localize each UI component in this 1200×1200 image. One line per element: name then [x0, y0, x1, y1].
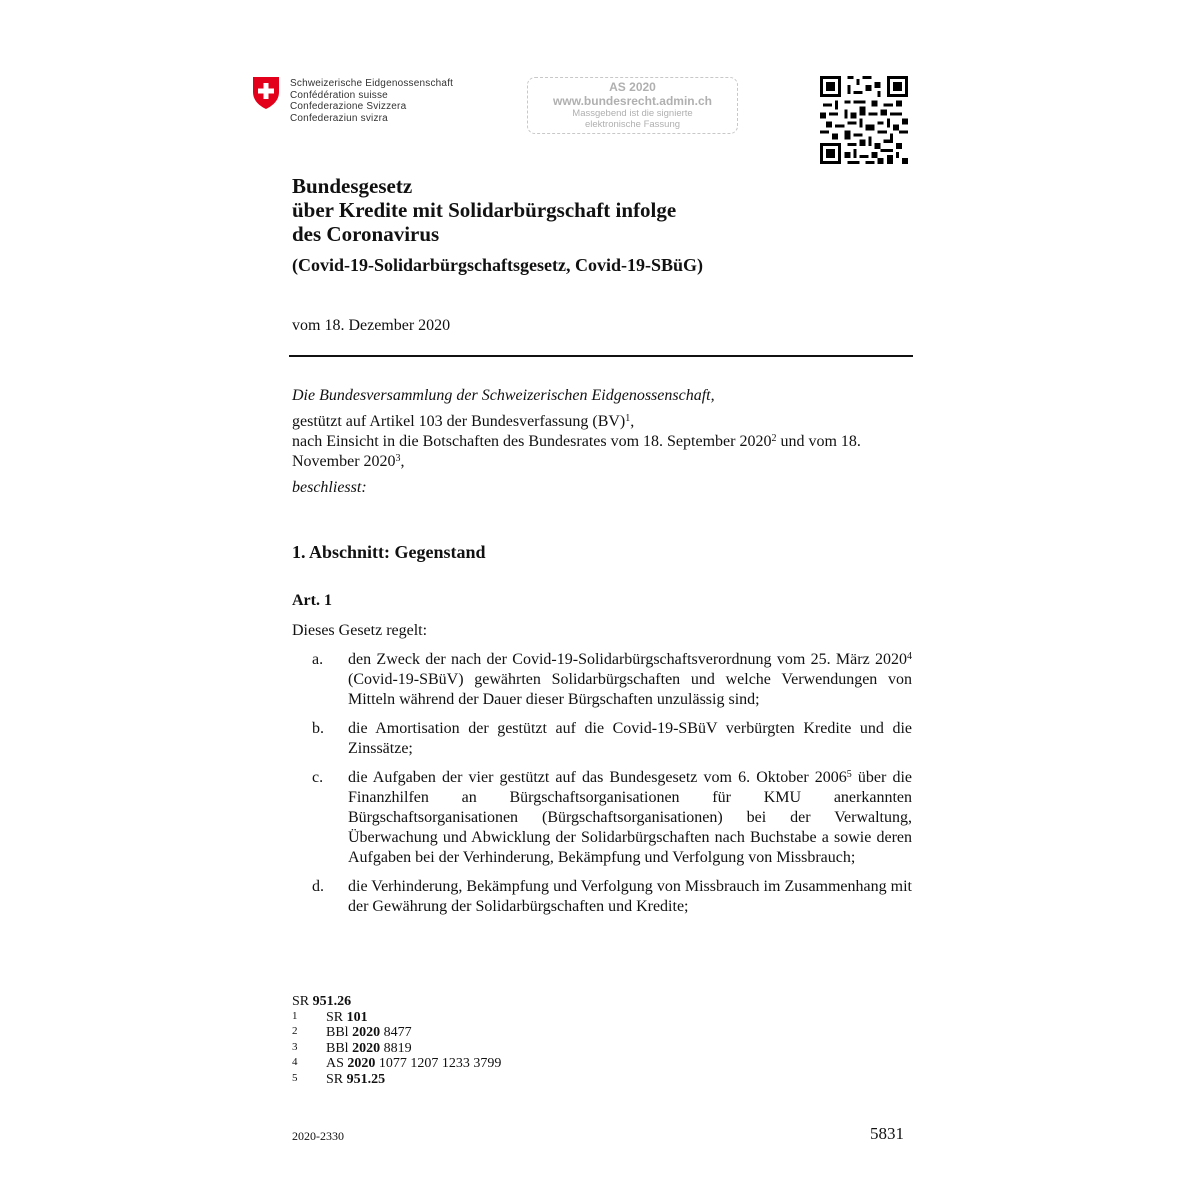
sr-value: 951.26 — [312, 994, 352, 1009]
footnote-rest: 1077 1207 1233 3799 — [375, 1056, 502, 1071]
item-label: d. — [312, 878, 324, 895]
title-divider — [289, 355, 913, 357]
footnote-bold: 951.25 — [346, 1071, 386, 1087]
law-title — [292, 174, 676, 246]
preamble-insight-text: nach Einsicht in die Botschaften des Bundesrates vom 18. September 2020 — [292, 433, 772, 450]
footnote-bold: 2020 — [347, 1056, 376, 1071]
preamble-decides: beschliesst: — [292, 479, 367, 496]
footnote-prefix: BBl — [326, 1025, 353, 1040]
title-line: des Coronavirus — [292, 222, 440, 246]
preamble-basis-text: gestützt auf Artikel 103 der Bundesverfassung (BV) — [292, 413, 626, 430]
preamble-assembly: Die Bundesversammlung der Schweizerischen Eidgenossenschaft, — [292, 387, 715, 404]
item-text — [348, 719, 912, 759]
footnote-text — [326, 1056, 501, 1072]
item-text-part: die Amortisation der gestützt auf die Covid-19-SBüV verbürgten Kredite und die Zinssätze; — [348, 720, 912, 757]
item-text-part: (Covid-19-SBüV) gewährten Solidarbürgschaften und welche Verwendungen von Mitteln während der Dauer dieser Bürgschaften unzulässig sind; — [348, 671, 912, 708]
footnote-number: 1 — [292, 1009, 298, 1022]
footnote-number: 5 — [292, 1071, 298, 1084]
footnote-text — [326, 1041, 412, 1057]
section-heading: 1. Abschnitt: Gegenstand — [292, 542, 486, 562]
footnote-text — [326, 1010, 368, 1026]
sr-prefix: SR — [292, 994, 313, 1009]
footnote — [292, 1025, 501, 1041]
footnote-ref: 1 — [625, 413, 631, 424]
punct: , — [400, 453, 405, 470]
preamble — [292, 386, 912, 498]
footnote — [292, 1010, 501, 1026]
footnote-number: 3 — [292, 1040, 298, 1053]
list-item — [292, 768, 912, 868]
title-line: über Kredite mit Solidarbürgschaft infolge — [292, 198, 677, 222]
qr-code-icon — [820, 76, 908, 164]
footnote-prefix: SR — [326, 1009, 347, 1025]
footnote-rest: 8819 — [380, 1040, 412, 1056]
item-label: b. — [312, 720, 324, 737]
footnote-ref: 2 — [771, 433, 777, 444]
item-text — [348, 877, 912, 917]
footnote — [292, 1056, 501, 1072]
confederation-line: Confederaziun svizra — [290, 112, 388, 124]
item-text — [348, 650, 912, 710]
sr-number — [292, 994, 501, 1010]
article-heading: Art. 1 — [292, 592, 332, 609]
stamp-collection: AS 2020 — [609, 80, 656, 94]
footnote-prefix: SR — [326, 1071, 347, 1087]
confederation-line: Schweizerische Eidgenossenschaft — [290, 78, 454, 89]
item-text — [348, 768, 912, 868]
item-label: c. — [312, 769, 324, 786]
footnotes — [292, 994, 501, 1087]
article-intro: Dieses Gesetz regelt: — [292, 622, 428, 639]
punct: , — [630, 413, 635, 430]
footnote-ref: 4 — [907, 651, 912, 662]
footnote-number: 2 — [292, 1025, 298, 1037]
footnote-ref: 3 — [395, 453, 401, 464]
law-date: vom 18. Dezember 2020 — [292, 317, 451, 334]
footnote-text — [326, 1072, 385, 1088]
item-text-part: den Zweck der nach der Covid-19-Solidarbürgschaftsverordnung vom 25. März 2020 — [348, 651, 907, 668]
article-items — [292, 650, 912, 926]
title-line: Bundesgesetz — [292, 174, 413, 198]
footnote-number: 4 — [292, 1056, 298, 1068]
item-text-part: über die Finanzhilfen an Bürgschaftsorganisationen für KMU anerkannten Bürgschaftsorganisationen (Bürgschaftsorganisationen) bei der Verwaltung, Überwachung und Abwicklung der Solidarbürgschaften nach Buchstabe a sowie deren Aufgaben bei der Verhinderung, Bekämpfung und Verfolgung von Missbrauch; — [348, 769, 912, 866]
footnote-bold: 101 — [346, 1009, 368, 1025]
stamp-note: elektronische Fassung — [584, 119, 681, 130]
document-number: 2020-2330 — [292, 1129, 344, 1143]
official-version-stamp — [527, 77, 738, 134]
swiss-crest-icon — [252, 76, 280, 110]
footnote-bold: 2020 — [352, 1040, 381, 1056]
preamble-basis — [292, 412, 912, 432]
footnote-rest: 8477 — [380, 1025, 412, 1040]
footnote-bold: 2020 — [352, 1025, 381, 1040]
preamble-insight-mid: und vom 18. November 2020 — [292, 433, 861, 470]
footnote-ref: 5 — [846, 769, 852, 780]
footnote-prefix: AS — [326, 1056, 348, 1071]
item-label: a. — [312, 651, 324, 668]
list-item — [292, 877, 912, 917]
list-item — [292, 650, 912, 710]
footnote-text — [326, 1025, 412, 1041]
stamp-note: Massgebend ist die signierte — [572, 108, 693, 119]
list-item — [292, 719, 912, 759]
confederation-names — [290, 78, 453, 124]
item-text-part: die Verhinderung, Bekämpfung und Verfolgung von Missbrauch im Zusammenhang mit der Gewährung der Solidarbürgschaften und Kredite; — [348, 878, 912, 915]
law-short-title: (Covid-19-Solidarbürgschaftsgesetz, Covid-19-SBüG) — [292, 255, 704, 275]
page-number: 5831 — [870, 1124, 904, 1143]
footnote — [292, 1072, 501, 1088]
footnote-prefix: BBl — [326, 1040, 353, 1056]
preamble-insight — [292, 432, 912, 472]
stamp-url: www.bundesrecht.admin.ch — [553, 94, 712, 108]
footnote — [292, 1041, 501, 1057]
confederation-line: Confédération suisse — [290, 89, 388, 101]
item-text-part: die Aufgaben der vier gestützt auf das Bundesgesetz vom 6. Oktober 2006 — [348, 769, 847, 786]
confederation-line: Confederazione Svizzera — [290, 101, 407, 112]
